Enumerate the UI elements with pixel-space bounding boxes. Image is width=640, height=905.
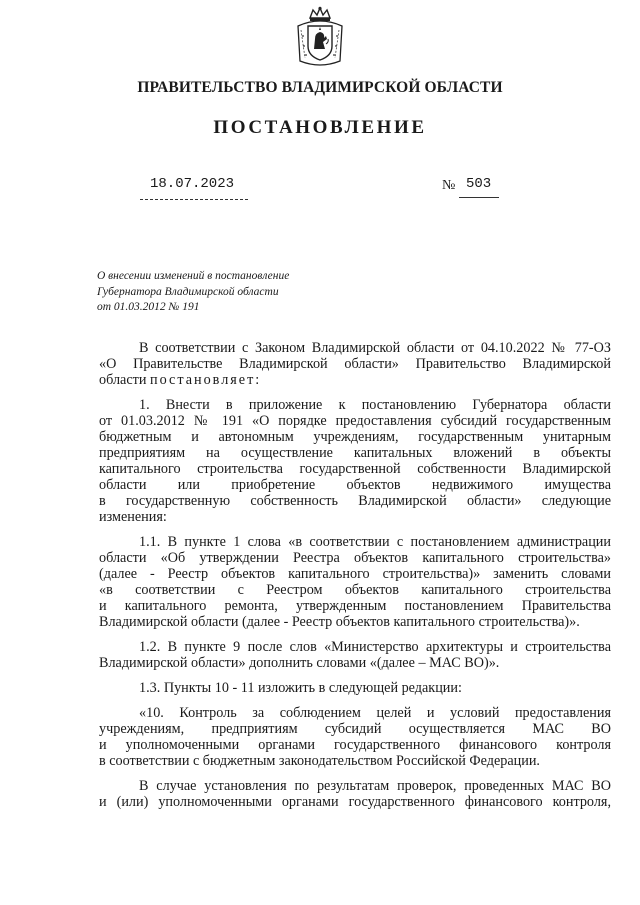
subject-line: О внесении изменений в постановление [97,270,290,282]
paragraph-line: в соответствии с бюджетным законодательством Российской Федерации. [99,753,540,769]
paragraph-line: В случае установления по результатам проверок, проведенных МАС ВО [139,778,611,794]
paragraph-line: Владимирской области (далее - Реестр объектов капитального строительства)». [99,614,580,630]
item-1-3-paragraph [99,680,611,696]
paragraph-line: 1.3. Пункты 10 - 11 изложить в следующей редакции: [139,680,462,696]
paragraph-line: капитального строительства государственной собственности Владимирской [99,461,611,477]
paragraph-line: от 01.03.2012 № 191 «О порядке предоставления субсидий государственным [99,413,611,429]
point-10-second-paragraph [99,778,611,810]
subject-line: от 01.03.2012 № 191 [97,301,200,313]
paragraph-line: 1.1. В пункте 1 слова «в соответствии с постановлением администрации [139,534,611,550]
paragraph-line: Владимирской области» дополнить словами «(далее – МАС ВО)». [99,655,500,671]
document-type-title: ПОСТАНОВЛЕНИЕ [213,117,427,138]
document-subject [97,269,337,316]
paragraph-line: и (или) уполномоченными органами государственного финансового контроля, [99,794,611,810]
paragraph-line: в государственную собственность Владимирской области» следующие [99,493,611,509]
paragraph-line: «10. Контроль за соблюдением целей и условий предоставления [139,705,611,721]
resolves-word: постановляет: [149,372,262,388]
paragraph-line: В соответствии с Законом Владимирской области от 04.10.2022 № 77-ОЗ [139,340,611,356]
paragraph-line: 1.2. В пункте 9 после слов «Министерство архитектуры и строительства [139,639,611,655]
organization-title: ПРАВИТЕЛЬСТВО ВЛАДИМИРСКОЙ ОБЛАСТИ [137,79,503,96]
paragraph-line [99,372,611,388]
document-date: 18.07.2023 [150,176,235,192]
date-underline [140,199,248,200]
preamble-text: области [99,372,150,388]
paragraph-line: и уполномоченными органами государственного финансового контроля [99,737,611,753]
paragraph-line: бюджетным и автономным учреждениям, государственным унитарным [99,429,611,445]
paragraph-line: предприятиям на осуществление капитальных вложений в объекты [99,445,611,461]
paragraph-line: изменения: [99,509,167,525]
coat-of-arms-icon [293,6,347,68]
paragraph-line: 1. Внести в приложение к постановлению Губернатора области [139,397,611,413]
item-1-1-paragraph [99,534,611,630]
paragraph-line: области «Об утверждении Реестра объектов капитального строительства» [99,550,611,566]
number-sign: № [442,178,456,193]
paragraph-line: (далее - Реестр объектов капитального строительства)» заменить словами [99,566,611,582]
paragraph-line: «в соответствии с Реестром объектов капитального строительства [99,582,611,598]
paragraph-line: области или приобретение объектов недвижимого имущества [99,477,611,493]
document-number: 503 [466,176,492,192]
number-underline [459,197,499,198]
point-10-paragraph [99,705,611,769]
paragraph-line: учреждениям, предприятиям субсидий осуществляется МАС ВО [99,721,611,737]
paragraph-line: «О Правительстве Владимирской области» Правительство Владимирской [99,356,611,372]
item-1-paragraph [99,397,611,525]
document-body [99,340,611,819]
item-1-2-paragraph [99,639,611,671]
paragraph-line: и капитального ремонта, утвержденным постановлением Правительства [99,598,611,614]
subject-line: Губернатора Владимирской области [97,285,279,298]
preamble-paragraph [99,340,611,388]
